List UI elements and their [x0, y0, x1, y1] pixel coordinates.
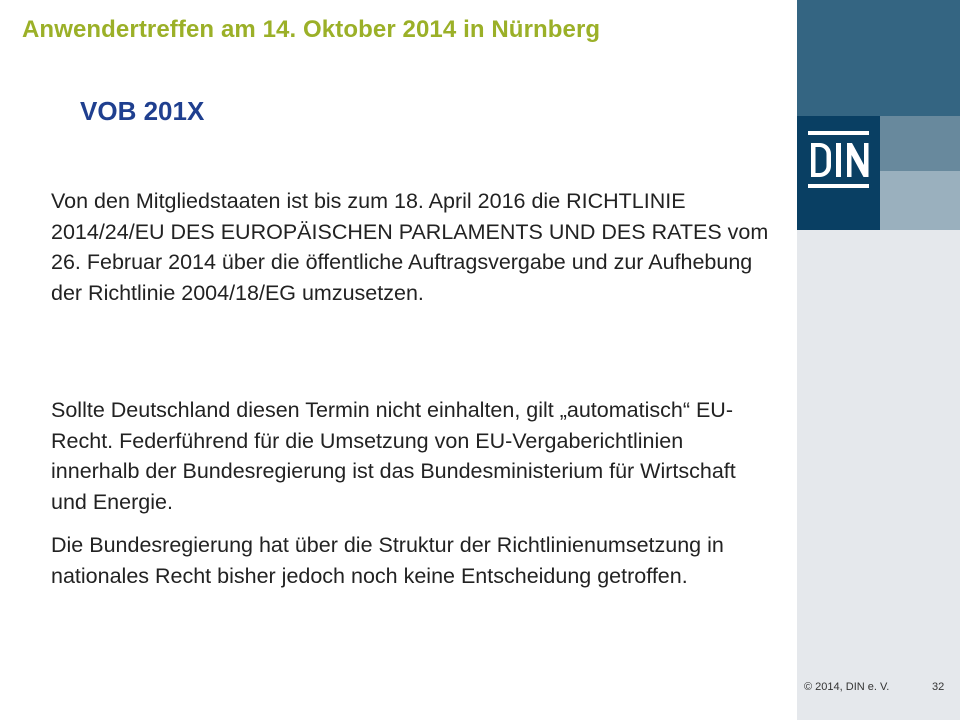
brand-column [797, 0, 960, 720]
brand-block-low [880, 171, 960, 230]
footer-copyright: © 2014, DIN e. V. [804, 681, 890, 693]
page-number: 32 [932, 681, 945, 693]
paragraph-deadline: Von den Mitgliedstaaten ist bis zum 18. April 2016 die RICHTLINIE 2014/24/EU DES EUROPÄISCHEN PARLAMENTS UND DES RATES vom 26. Februar 2014 über die öffentliche Auftragsvergabe und zur Aufhebung der Richtlinie 2004/18/EG umzusetzen. [51, 189, 769, 305]
brand-block-mid [880, 116, 960, 171]
paragraph-eu-law: Sollte Deutschland diesen Termin nicht einhalten, gilt „automatisch“ EU-Recht. Federführend für die Umsetzung von EU-Vergaberichtlinien innerhalb der Bundesregierung ist das Bundesministerium für Wirtschaft und Energie. [51, 398, 736, 514]
slide-title: VOB 201X [80, 96, 205, 126]
brand-top-block [797, 0, 960, 116]
paragraph-decision: Die Bundesregierung hat über die Struktur der Richtlinienumsetzung in nationales Recht bisher jedoch noch keine Entscheidung getroffen. [51, 533, 724, 588]
event-title: Anwendertreffen am 14. Oktober 2014 in Nürnberg [22, 16, 601, 43]
din-logo-icon [797, 116, 880, 230]
